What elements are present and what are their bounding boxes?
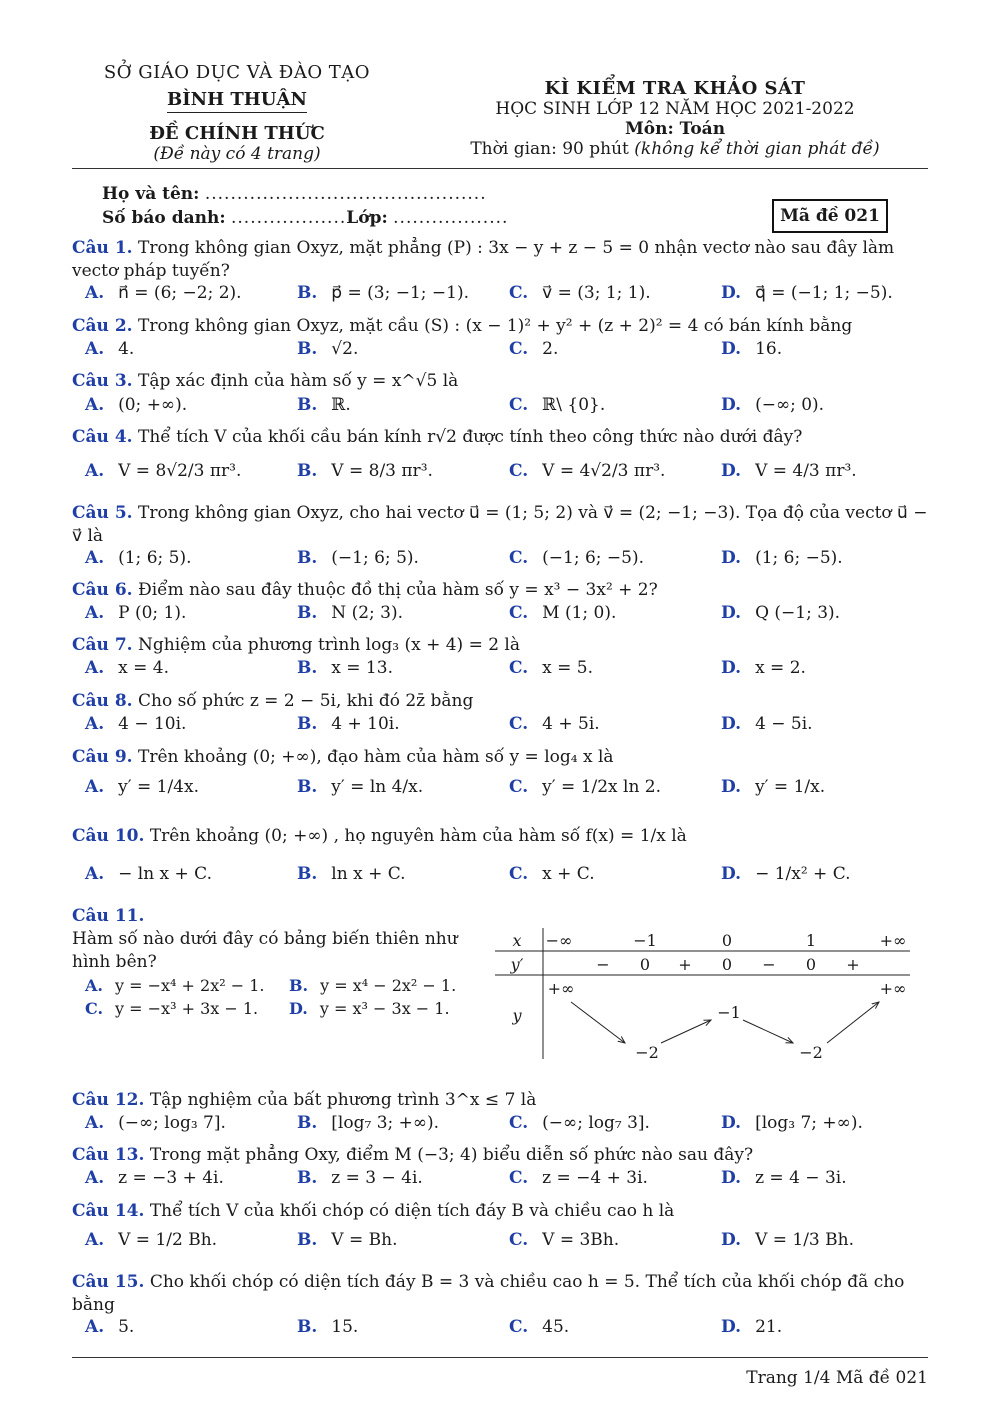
question-12: Câu 12. Tập nghiệm của bất phương trình 3^x ≤ 7 là — [72, 1090, 537, 1110]
question-11-options: A. y = −x⁴ + 2x² − 1. B. y = x⁴ − 2x² − 1. C. y = −x³ + 3x − 1. D. y = x³ − 3x − 1. — [85, 976, 457, 1018]
x-label: x — [512, 931, 522, 950]
official-label: ĐỀ CHÍNH THỨC — [149, 123, 325, 144]
sign: + — [678, 955, 692, 974]
exam-subtitle: HỌC SINH LỚP 12 NĂM HỌC 2021-2022 — [495, 99, 855, 119]
x-value: 1 — [805, 931, 817, 950]
student-id-line: Số báo danh: ..................Lớp: .................. — [102, 208, 509, 228]
question-2-options: A. 4. B. √2. C. 2. D. 16. — [85, 339, 783, 359]
x-value: −∞ — [545, 931, 573, 950]
exam-code-box: Mã đề 021 — [772, 199, 888, 233]
exam-title: KÌ KIỂM TRA KHẢO SÁT — [544, 78, 806, 99]
question-2: Câu 2. Trong không gian Oxyz, mặt cầu (S) : (x − 1)² + y² + (z + 2)² = 4 có bán kính bằng — [72, 316, 853, 336]
question-3-options: A. (0; +∞). B. ℝ. C. ℝ\ {0}. D. (−∞; 0). — [85, 395, 825, 415]
question-13-options: A. z = −3 + 4i. B. z = 3 − 4i. C. z = −4 + 3i. D. z = 4 − 3i. — [85, 1168, 847, 1188]
y-value: −2 — [799, 1043, 823, 1061]
yprime-label: y′ — [510, 955, 524, 974]
question-8-options: A. 4 − 10i. B. 4 + 10i. C. 4 + 5i. D. 4 − 5i. — [85, 714, 813, 734]
question-1-options: A. n⃗ = (6; −2; 2). B. p⃗ = (3; −1; −1). C. v⃗ = (3; 1; 1). D. q⃗ = (−1; 1; −5). — [85, 283, 893, 303]
question-15-options: A. 5. B. 15. C. 45. D. 21. — [85, 1317, 783, 1337]
header-left — [72, 62, 402, 164]
page-count-note: (Đề này có 4 trang) — [153, 144, 321, 164]
question-14-options: A. V = 1/2 Bh. B. V = Bh. C. V = 3Bh. D. V = 1/3 Bh. — [85, 1230, 854, 1250]
question-12-options: A. (−∞; log₃ 7]. B. [log₇ 3; +∞). C. (−∞; log₇ 3]. D. [log₃ 7; +∞). — [85, 1113, 863, 1133]
question-14: Câu 14. Thể tích V của khối chóp có diện tích đáy B và chiều cao h là — [72, 1201, 675, 1221]
question-9: Câu 9. Trên khoảng (0; +∞), đạo hàm của hàm số y = log₄ x là — [72, 747, 614, 767]
decreasing-arrow — [743, 1020, 793, 1043]
y-value: +∞ — [879, 979, 907, 998]
y-value: +∞ — [547, 979, 575, 998]
sign: + — [846, 955, 860, 974]
department-name: SỞ GIÁO DỤC VÀ ĐÀO TẠO — [103, 62, 371, 83]
header-right — [440, 78, 910, 159]
sign: − — [596, 955, 610, 974]
student-name-line: Họ và tên: ............................................ — [102, 184, 487, 204]
increasing-arrow — [661, 1020, 711, 1043]
y-label: y — [512, 1006, 522, 1025]
question-10-options: A. − ln x + C. B. ln x + C. C. x + C. D. − 1/x² + C. — [85, 864, 851, 884]
question-15: Câu 15. Cho khối chóp có diện tích đáy B = 3 và chiều cao h = 5. Thể tích của khối chóp đã cho bằng — [72, 1272, 905, 1315]
y-value: −1 — [717, 1003, 741, 1022]
variation-table — [495, 926, 910, 1061]
question-9-options: A. y′ = 1/4x. B. y′ = ln 4/x. C. y′ = 1/2x ln 2. D. y′ = 1/x. — [85, 777, 826, 797]
header-divider — [72, 168, 928, 169]
question-5: Câu 5. Trong không gian Oxyz, cho hai vectơ u⃗ = (1; 5; 2) và v⃗ = (2; −1; −3). Tọa độ của vectơ u⃗ − v⃗ là — [72, 503, 928, 546]
sign: 0 — [805, 955, 817, 974]
sign: 0 — [639, 955, 651, 974]
footer-divider — [72, 1357, 928, 1358]
page-footer: Trang 1/4 Mã đề 021 — [746, 1368, 928, 1388]
sign: 0 — [721, 955, 733, 974]
question-10: Câu 10. Trên khoảng (0; +∞) , họ nguyên hàm của hàm số f(x) = 1/x là — [72, 826, 687, 846]
question-3: Câu 3. Tập xác định của hàm số y = x^√5 là — [72, 371, 459, 391]
question-11: Câu 11. Hàm số nào dưới đây có bảng biến thiên như hình bên? — [72, 906, 458, 972]
x-value: −1 — [633, 931, 657, 950]
x-value: 0 — [721, 931, 733, 950]
increasing-arrow — [827, 1002, 879, 1043]
x-value: +∞ — [879, 931, 907, 950]
y-value: −2 — [635, 1043, 659, 1061]
question-1: Câu 1. Trong không gian Oxyz, mặt phẳng (P) : 3x − y + z − 5 = 0 nhận vectơ nào sau đây làm vectơ pháp tuyến? — [72, 238, 895, 281]
question-7-options: A. x = 4. B. x = 13. C. x = 5. D. x = 2. — [85, 658, 806, 678]
question-6: Câu 6. Điểm nào sau đây thuộc đồ thị của hàm số y = x³ − 3x² + 2? — [72, 580, 658, 600]
question-13: Câu 13. Trong mặt phẳng Oxy, điểm M (−3; 4) biểu diễn số phức nào sau đây? — [72, 1145, 754, 1165]
question-7: Câu 7. Nghiệm của phương trình log₃ (x + 4) = 2 là — [72, 635, 521, 655]
decreasing-arrow — [571, 1002, 625, 1043]
duration: Thời gian: 90 phút (không kể thời gian phát đề) — [470, 139, 880, 159]
province-name: BÌNH THUẬN — [167, 89, 307, 113]
question-5-options: A. (1; 6; 5). B. (−1; 6; 5). C. (−1; 6; −5). D. (1; 6; −5). — [85, 548, 843, 568]
subject: Môn: Toán — [624, 119, 726, 139]
sign: − — [762, 955, 776, 974]
question-4: Câu 4. Thể tích V của khối cầu bán kính r√2 được tính theo công thức nào dưới đây? — [72, 427, 803, 447]
question-4-options: A. V = 8√2/3 πr³. B. V = 8/3 πr³. C. V = 4√2/3 πr³. D. V = 4/3 πr³. — [85, 461, 857, 481]
question-6-options: A. P (0; 1). B. N (2; 3). C. M (1; 0). D. Q (−1; 3). — [85, 603, 841, 623]
question-8: Câu 8. Cho số phức z = 2 − 5i, khi đó 2z̄ bằng — [72, 691, 474, 711]
